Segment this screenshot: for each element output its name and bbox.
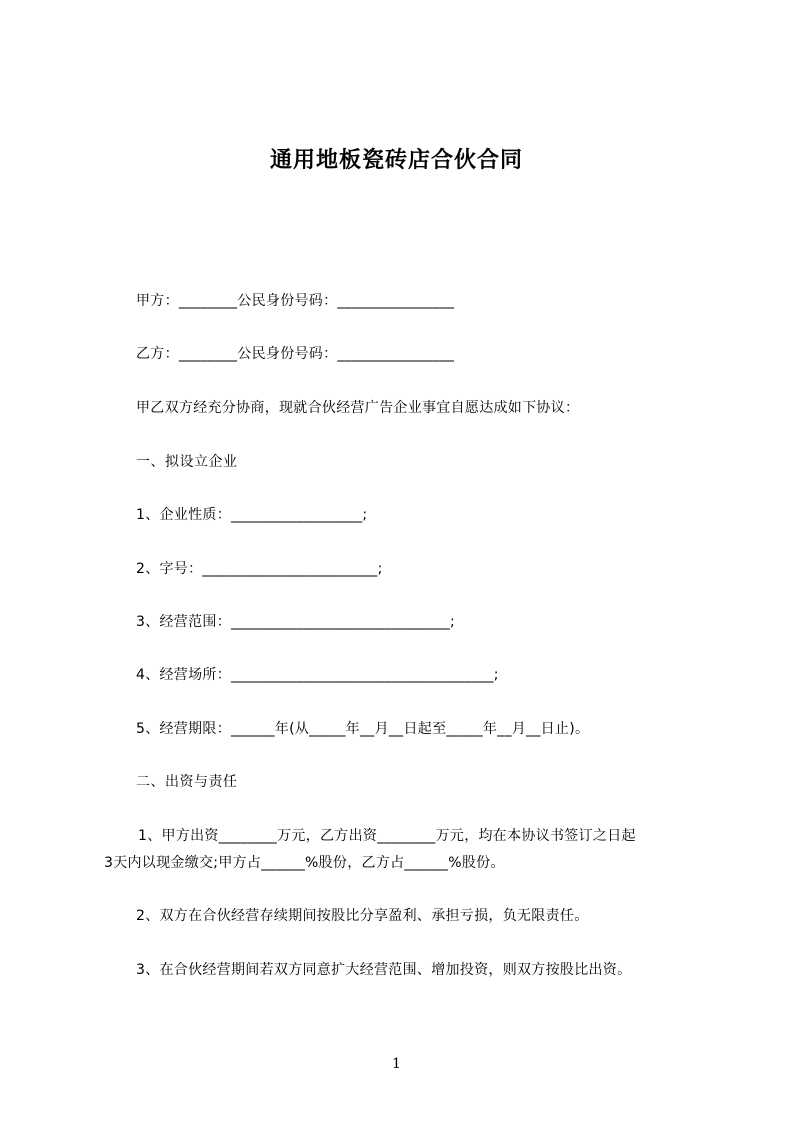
section2-heading: 二、出资与责任 <box>136 774 238 790</box>
section1-item-nature: 1、企业性质：__________________; <box>136 507 368 523</box>
intro-paragraph: 甲乙双方经充分协商，现就合伙经营广告企业事宜自愿达成如下协议： <box>136 400 580 416</box>
section1-item-term: 5、经营期限：______年(从_____年__月__日起至_____年__月__日止)。 <box>136 721 590 737</box>
party-a-line: 甲方：________公民身份号码：________________ <box>136 293 455 309</box>
section1-heading: 一、拟设立企业 <box>136 454 238 470</box>
section2-item1-line2: 3天内以现金缴交;甲方占______%股份，乙方占______%股份。 <box>104 855 505 871</box>
document-title: 通用地板瓷砖店合伙合同 <box>269 148 523 173</box>
section1-item-location: 4、经营场所：____________________________________; <box>136 667 499 683</box>
party-b-line: 乙方：________公民身份号码：________________ <box>136 346 455 362</box>
section2-item2: 2、双方在合伙经营存续期间按股比分享盈利、承担亏损，负无限责任。 <box>136 908 589 924</box>
section1-item-scope: 3、经营范围：______________________________; <box>136 614 456 630</box>
section2-item1-line1: 1、甲方出资________万元，乙方出资________万元，均在本协议书签订之日起 <box>138 828 636 844</box>
section1-item-name: 2、字号：________________________; <box>136 561 383 577</box>
page-number: 1 <box>392 1056 401 1072</box>
section2-item3: 3、在合伙经营期间若双方同意扩大经营范围、增加投资，则双方按股比出资。 <box>136 962 632 978</box>
